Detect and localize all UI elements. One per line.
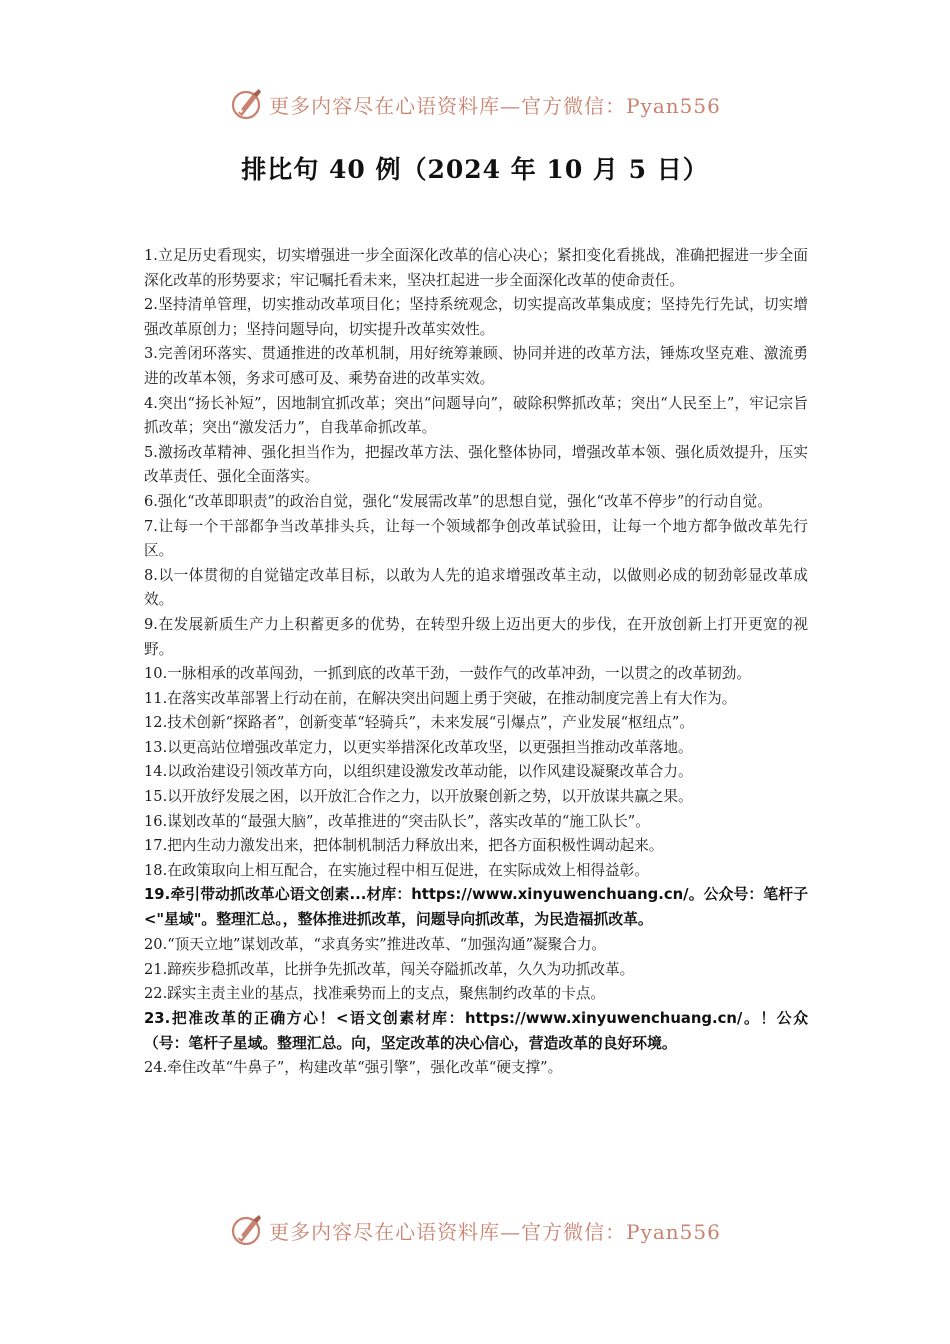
list-item: 10.一脉相承的改革闯劲，一抓到底的改革干劲，一鼓作气的改革冲劲，一以贯之的改革韧劲。 (144, 665, 751, 683)
list-item-watermarked: 23.把准改革的正确方心！<语文创素材库：https://www.xinyuwenchuang.cn/。！公众（号：笔杆子星域。整理汇总。向，坚定改革的决心信心，营造改革的良好环境。 (144, 1009, 808, 1052)
list-item: 7.让每一个干部都争当改革排头兵，让每一个领域都争创改革试验田，让每一个地方都争做改革先行区。 (144, 517, 808, 560)
list-item: 16.谋划改革的“最强大脑”，改革推进的“突击队长”，落实改革的“施工队长”。 (144, 812, 650, 830)
list-item: 6.强化“改革即职责”的政治自觉，强化“发展需改革”的思想自觉，强化“改革不停步”的行动自觉。 (144, 492, 772, 510)
pen-nib-logo-icon (229, 86, 265, 122)
list-item: 22.踩实主责主业的基点，找准乘势而上的支点，聚焦制约改革的卡点。 (144, 985, 606, 1003)
document-body (144, 244, 808, 1081)
footer-watermark-banner (0, 1208, 950, 1252)
list-item: 4.突出“扬长补短”，因地制宜抓改革；突出“问题导向”，破除积弊抓改革；突出“人民至上”，牢记宗旨抓改革；突出“激发活力”，自我革命抓改革。 (144, 394, 808, 437)
list-item: 8.以一体贯彻的自觉锚定改革目标，以敢为人先的追求增强改革主动，以做则必成的韧劲彰显改革成效。 (144, 566, 808, 609)
banner-text: 更多内容尽在心语资料库—官方微信：Pyan556 (269, 1219, 721, 1244)
list-item: 2.坚持清单管理，切实推动改革项目化；坚持系统观念，切实提高改革集成度；坚持先行先试，切实增强改革原创力；坚持问题导向，切实提升改革实效性。 (144, 296, 808, 338)
banner-text: 更多内容尽在心语资料库—官方微信：Pyan556 (269, 93, 721, 118)
list-item: 17.把内生动力激发出来，把体制机制活力释放出来，把各方面积极性调动起来。 (144, 837, 664, 855)
list-item-watermarked: 19.牵引带动抓改革心语文创素...材库：https://www.xinyuwenchuang.cn/。公众号：笔杆子<"星域"。整理汇总。，整体推进抓改革，问题导向抓改革，为民造福抓改革。 (144, 886, 808, 929)
list-item: 15.以开放纾发展之困，以开放汇合作之力，以开放聚创新之势，以开放谋共赢之果。 (144, 788, 693, 806)
list-item: 3.完善闭环落实、贯通推进的改革机制，用好统筹兼顾、协同并进的改革方法，锤炼攻坚克难、激流勇进的改革本领，务求可感可及、乘势奋进的改革实效。 (144, 345, 808, 387)
pen-nib-logo-icon (229, 1212, 265, 1248)
list-item: 14.以政治建设引领改革方向，以组织建设激发改革动能，以作风建设凝聚改革合力。 (144, 763, 693, 781)
list-item: 11.在落实改革部署上行动在前，在解决突出问题上勇于突破，在推动制度完善上有大作为。 (144, 689, 737, 707)
list-item: 13.以更高站位增强改革定力，以更实举措深化改革攻坚，以更强担当推动改革落地。 (144, 738, 693, 756)
header-watermark-banner (0, 82, 950, 126)
list-item: 12.技术创新“探路者”，创新变革“轻骑兵”，未来发展“引爆点”，产业发展“枢纽点”。 (144, 714, 694, 732)
list-item: 9.在发展新质生产力上积蓄更多的优势，在转型升级上迈出更大的步伐，在开放创新上打开更宽的视野。 (144, 615, 808, 658)
list-item: 18.在政策取向上相互配合，在实施过程中相互促进，在实际成效上相得益彰。 (144, 861, 649, 879)
list-item: 20.“顶天立地”谋划改革，“求真务实”推进改革、“加强沟通”凝聚合力。 (144, 936, 607, 954)
list-item: 21.蹄疾步稳抓改革，比拼争先抓改革，闯关夺隘抓改革，久久为功抓改革。 (144, 960, 635, 978)
list-item: 5.激扬改革精神、强化担当作为，把握改革方法、强化整体协同，增强改革本领、强化质效提升，压实改革责任、强化全面落实。 (144, 443, 808, 486)
page-title: 排比句 40 例（2024 年 10 月 5 日） (241, 155, 709, 184)
list-item: 24.牵住改革“牛鼻子”，构建改革“强引擎”，强化改革“硬支撑”。 (144, 1059, 563, 1077)
list-item: 1.立足历史看现实，切实增强进一步全面深化改革的信心决心；紧扣变化看挑战，准确把握进一步全面深化改革的形势要求；牢记嘱托看未来，坚决扛起进一步全面深化改革的使命责任。 (144, 247, 808, 289)
